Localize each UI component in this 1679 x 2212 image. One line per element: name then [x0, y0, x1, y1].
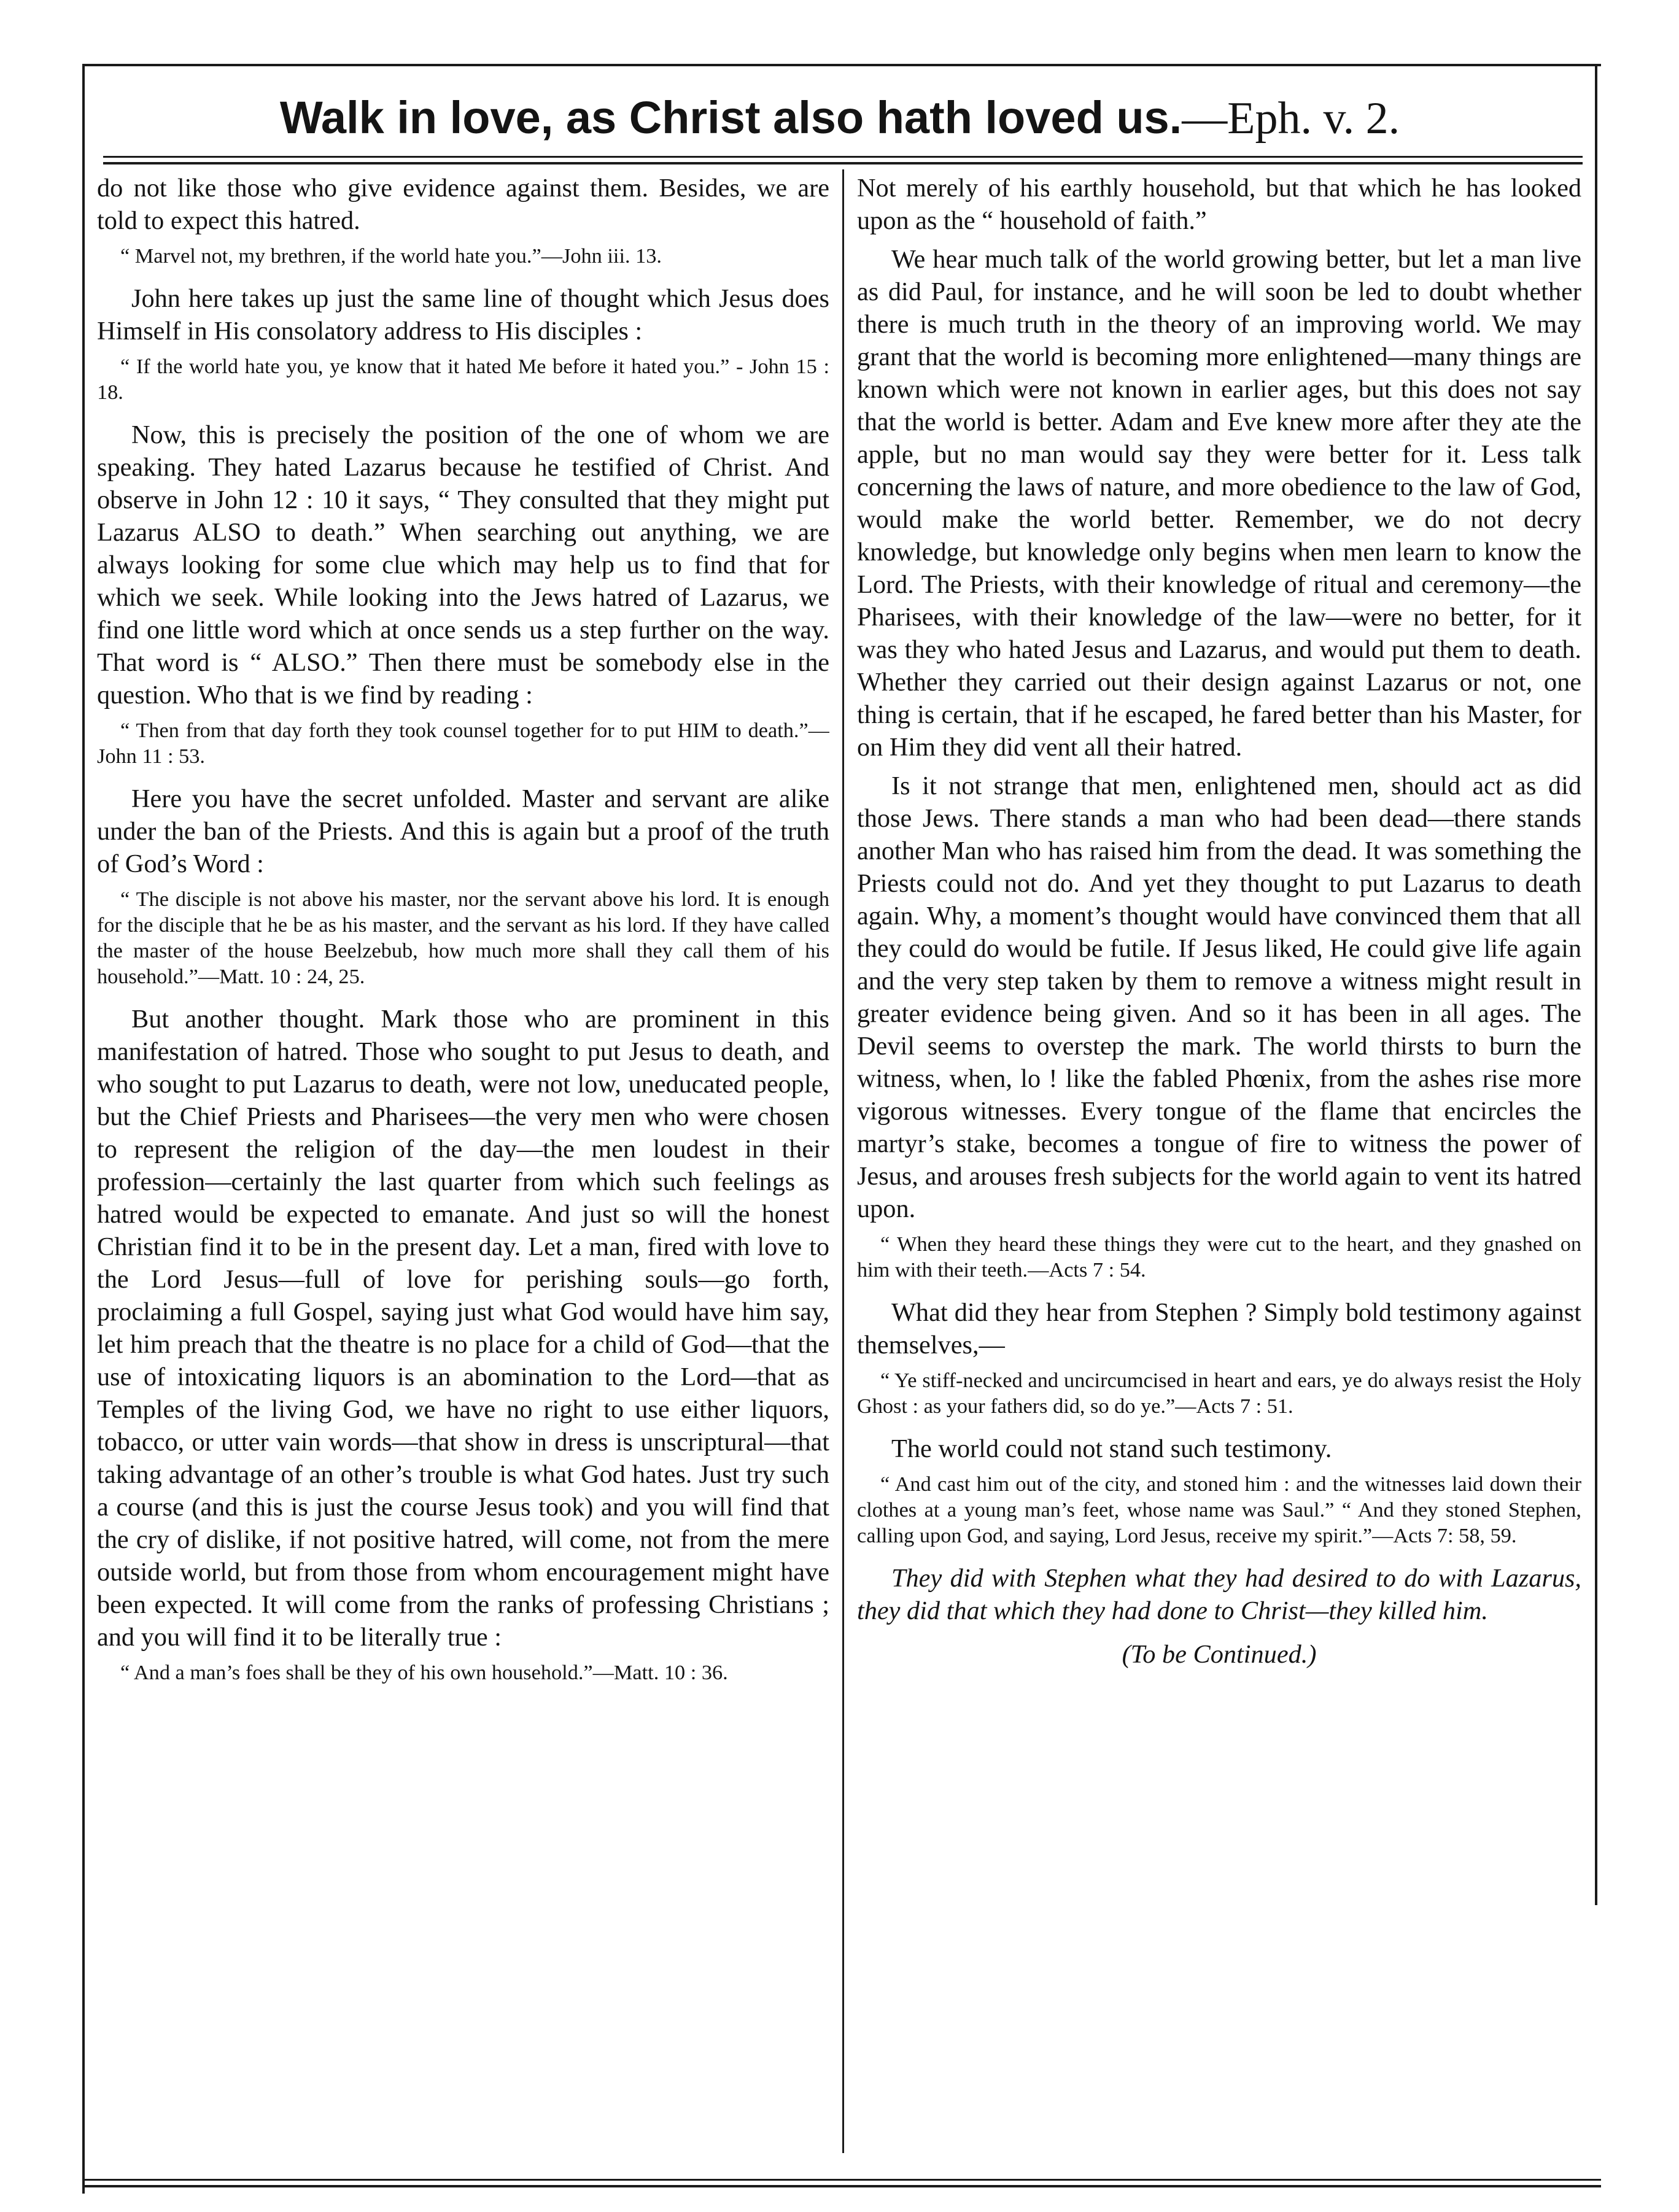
scripture-quote: “ Then from that day forth they took counsel together for to put HIM to death.”—John 11 : 53.: [97, 719, 829, 768]
paragraph: Not merely of his earthly household, but that which he has looked upon as the “ household of faith.”: [857, 174, 1581, 235]
scripture-quote: “ When they heard these things they were cut to the heart, and they gnashed on him with their teeth.—Acts 7 : 54.: [857, 1232, 1581, 1282]
top-rule: [82, 64, 1601, 66]
paragraph: The world could not stand such testimony.: [891, 1434, 1332, 1463]
scripture-quote: “ Marvel not, my brethren, if the world hate you.”—John iii. 13.: [120, 244, 662, 268]
paragraph: Now, this is precisely the position of the one of whom we are speaking. They hated Lazarus because he testified of Christ. And observe in John 12 : 10 it says, “ They consulted that they might put Lazarus ALSO to death.” When searching out anything, we are always looking for some clue which may help us to find that for which we seek. While looking into the Jews hatred of Lazarus, we find one little word which at once sends us a step further on the way. That word is “ ALSO.” Then there must be somebody else in the question. Who that is we find by reading :: [97, 420, 829, 710]
header-reference: —Eph. v. 2.: [1182, 93, 1400, 144]
scripture-quote: “ If the world hate you, ye know that it hated Me before it hated you.” - John 15 : 18.: [97, 355, 829, 404]
paragraph: They did with Stephen what they had desired to do with Lazarus, they did that which they had done to Christ—they killed him.: [857, 1564, 1581, 1625]
paragraph: We hear much talk of the world growing better, but let a man live as did Paul, for instance, and he will soon be led to doubt whether there is much truth in the theory of an improving world. We may grant that the world is becoming more enlightened—many things are known which were not known in earlier ages, but this does not say that the world is better. Adam and Eve knew more after they ate the apple, but no man would say they were better for it. Less talk concerning the laws of nature, and more obedience to the law of God, would make the world better. Remember, we do not decry knowledge, but knowledge only begins when men learn to know the Lord. The Priests, with their knowledge of ritual and ceremony—the Pharisees, with their knowledge of the law—were no better, for it was they who hated Jesus and Lazarus, and would put them to death. Whether they carried out their design against Lazarus or not, one thing is certain, that if he escaped, he fared better than his Master, for on Him they did vent all their hatred.: [857, 245, 1581, 762]
scripture-quote: “ The disciple is not above his master, nor the servant above his lord. It is enough for the disciple that he be as his master, and the servant as his lord. If they have called the master of the house Beelzebub, how much more shall they call them of his household.”—Matt. 10 : 24, 25.: [97, 888, 829, 988]
continued-note: (To be Continued.): [1122, 1640, 1317, 1669]
header-title: Walk in love, as Christ also hath loved us.: [279, 92, 1182, 143]
left-frame-rule: [82, 64, 85, 2194]
bottom-rule-lower: [82, 2185, 1601, 2187]
right-frame-rule: [1595, 64, 1597, 1905]
paragraph: do not like those who give evidence against them. Besides, we are told to expect this hatred.: [97, 174, 829, 235]
scripture-quote: “ And cast him out of the city, and stoned him : and the witnesses laid down their clothes at a young man’s feet, whose name was Saul.” “ And they stoned Stephen, calling upon God, and saying, Lord Jesus, receive my spirit.”—Acts 7: 58, 59.: [857, 1472, 1581, 1547]
paragraph: John here takes up just the same line of thought which Jesus does Himself in His consolatory address to His disciples :: [97, 284, 829, 346]
scripture-quote: “ Ye stiff-necked and uncircumcised in heart and ears, ye do always resist the Holy Ghost : as your fathers did, so do ye.”—Acts 7 : 51.: [857, 1369, 1581, 1418]
paragraph: Is it not strange that men, enlightened men, should act as did those Jews. There stands a man who had been dead—there stands another Man who has raised him from the dead. It was something the Priests could not do. And yet they thought to put Lazarus to death again. Why, a moment’s thought would have convinced them that all they could do would be futile. If Jesus liked, He could give life again and the very step taken by them to remove a witness might result in greater evidence being given. And so it has been in all ages. The Devil seems to overstep the mark. The world thirsts to burn the witness, when, lo ! like the fabled Phœnix, from the ashes rise more vigorous witnesses. Every tongue of the flame that encircles the martyr’s stake, becomes a tongue of fire to witness the power of Jesus, and arouses fresh subjects for the world again to vent its hatred upon.: [857, 771, 1581, 1223]
scripture-quote: “ And a man’s foes shall be they of his own household.”—Matt. 10 : 36.: [120, 1661, 728, 1684]
bottom-rule-upper: [82, 2179, 1601, 2181]
column-divider: [842, 169, 844, 2153]
left-column: [97, 172, 829, 2136]
header-rule-lower: [103, 162, 1583, 164]
paragraph: But another thought. Mark those who are prominent in this manifestation of hatred. Those who sought to put Jesus to death, and who sought to put Lazarus to death, were not low, uneducated people, but the Chief Priests and Pharisees—the very men who were chosen to represent the religion of the day—the men loudest in their profession—certainly the last quarter from which such feelings as hatred would be expected to emanate. And just so will the honest Christian find it to be in the present day. Let a man, fired with love to the Lord Jesus—full of love for perishing souls—go forth, proclaiming a full Gospel, saying just what God would have him say, let him preach that the theatre is no place for a child of God—that the use of intoxicating liquors is an abomination to the Lord—that as Temples of the living God, we have no right to use either liquors, tobacco, or utter vain words—that show in dress is unscriptural—that taking advantage of an other’s trouble is what God hates. Just try such a course (and this is just the course Jesus took) and you will find that the cry of dislike, if not positive hatred, will come, not from the mere outside world, but from those from whom encouragement might have been expected. It will come from the ranks of professing Christians ; and you will find it to be literally true :: [97, 1005, 829, 1652]
right-column: [857, 172, 1581, 2136]
running-header: [79, 81, 1601, 155]
paragraph: What did they hear from Stephen ? Simply bold testimony against themselves,—: [857, 1298, 1581, 1359]
magazine-page: [79, 64, 1601, 2206]
header-rule-upper: [103, 156, 1583, 158]
paragraph: Here you have the secret unfolded. Master and servant are alike under the ban of the Priests. And this is again but a proof of the truth of God’s Word :: [97, 784, 829, 878]
